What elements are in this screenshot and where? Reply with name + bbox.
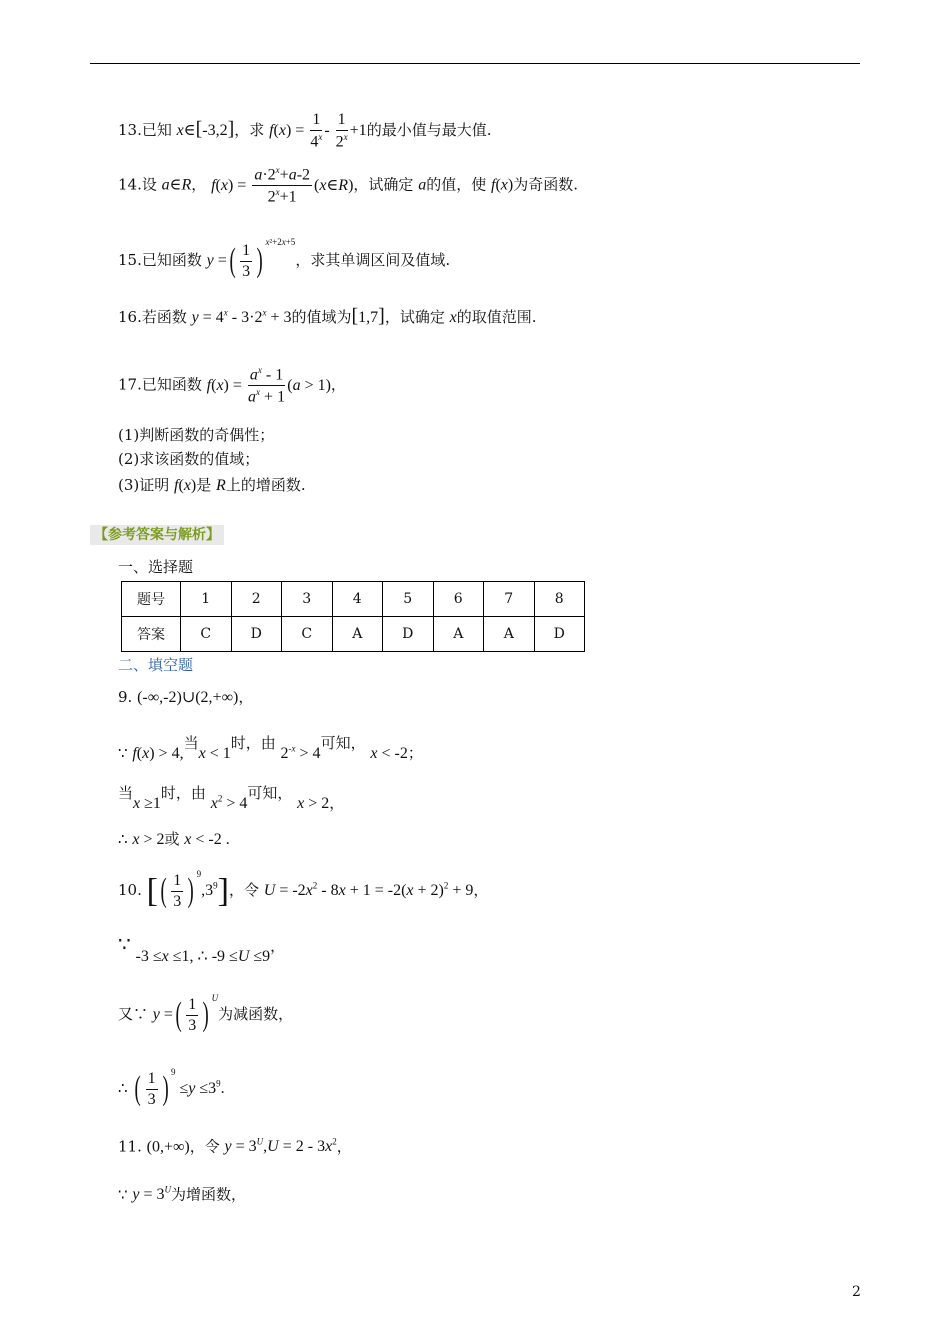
solution-11-line-2: ∵ $y = 3^U$为增函数， <box>118 1185 246 1204</box>
table-cell: A <box>484 617 535 652</box>
section-fill-title: 二、填空题 <box>118 656 194 674</box>
table-header-cell: 答案 <box>122 617 181 652</box>
formula: y =( $\frac{1}{3}$ )$^{x^2+2x+5}$ <box>206 237 296 280</box>
problem-17-part-1: (1)判断函数的奇偶性； <box>118 426 275 444</box>
table-cell: 1 <box>181 582 232 617</box>
answer-table <box>121 581 585 652</box>
answers-header: 【参考答案与解析】 <box>90 525 224 545</box>
formula: $y = 4^x - 3\cdot 2^x + 3$ <box>191 307 292 326</box>
table-cell: 7 <box>484 582 535 617</box>
solution-9: 9. (-∞,-2)∪(2,+∞)， <box>118 688 254 706</box>
formula: a∈R <box>161 176 192 194</box>
formula: f(x) = $\frac{1}{4^x}$ - $\frac{1}{2^x}$ +1 <box>269 111 367 151</box>
formula: f(x) = $\frac{a^x - 1}{a^x + 1}$ (a > 1) <box>206 365 331 406</box>
table-cell: 4 <box>332 582 383 617</box>
solution-11: 11. (0,+∞)，令 $y = 3^U,U = 2 - 3x^2$， <box>118 1137 352 1156</box>
problem-15: 15.已知函数 y =( $\frac{1}{3}$ )$^{x^2+2x+5}$，求其单调区间及值域. <box>118 237 451 280</box>
table-cell: D <box>231 617 282 652</box>
problem-17-part-2: (2)求该函数的值域； <box>118 450 260 468</box>
page-number: 2 <box>852 1284 861 1300</box>
problem-17-part-3: (3)证明 f(x)是 R上的增函数. <box>118 476 306 494</box>
table-cell: C <box>282 617 333 652</box>
solution-9-line-4: ∴ x > 2或 x < -2 . <box>118 830 230 848</box>
formula: $U = -2x^2 - 8x + 1 = -2(x + 2)^2 + 9$ <box>263 880 474 899</box>
table-cell: 6 <box>433 582 484 617</box>
table-header-cell: 题号 <box>122 582 181 617</box>
formula: f(x) = $\frac{a\cdot 2^x+a-2}{2^x+1}$ (x∈R) <box>211 165 354 206</box>
header-rule <box>90 63 860 64</box>
solution-9-line-2: ∵ f(x) > 4,当x < 1时，由 $2^{-x} > 4$可知， x < -2； <box>118 734 423 762</box>
table-cell: A <box>433 617 484 652</box>
problem-16: 16.若函数 $y = 4^x - 3\cdot 2^x + 3$的值域为[1,7]，试确定 x的取值范围. <box>118 305 537 327</box>
section-choice-title: 一、选择题 <box>118 558 194 576</box>
table-row <box>122 582 585 617</box>
formula: $y = 3^U,U = 2 - 3x^2$ <box>224 1137 337 1156</box>
solution-9-line-3: 当x ≥1时，由 $x^2 > 4$可知， x > 2， <box>118 784 345 812</box>
table-cell: 8 <box>534 582 585 617</box>
problem-14: 14.设 a∈R， f(x) = $\frac{a\cdot 2^x+a-2}{2^x+1}$ (x∈R)，试确定 a的值，使 f(x)为奇函数. <box>118 165 578 206</box>
table-cell: D <box>383 617 434 652</box>
formula: x∈[-3,2] <box>176 117 235 140</box>
problem-13: 13.已知 x∈[-3,2]，求 f(x) = $\frac{1}{4^x}$ - $\frac{1}{2^x}$ +1的最小值与最大值. <box>118 111 492 151</box>
solution-10-line-2: ∵ -3 ≤x ≤1, ∴ -9 ≤U ≤9， <box>118 932 286 965</box>
solution-10-line-3: 又∵ y =( $\frac{1}{3}$ ) $^U$为减函数， <box>118 993 294 1034</box>
formula: (-∞,-2)∪(2,+∞) <box>137 689 239 706</box>
formula: [( $\frac{1}{3}$ ) $^9,3^9$] <box>146 869 229 910</box>
table-cell: 5 <box>383 582 434 617</box>
table-cell: C <box>181 617 232 652</box>
solution-10: 10. [( $\frac{1}{3}$ ) $^9,3^9$]，令 $U = -2x^2 - 8x + 1 = -2(x + 2)^2 + 9$， <box>118 869 489 910</box>
problem-17: 17.已知函数 f(x) = $\frac{a^x - 1}{a^x + 1}$ (a > 1)， <box>118 365 346 406</box>
table-cell: 3 <box>282 582 333 617</box>
solution-10-line-4: ∴ ( $\frac{1}{3}$ ) $^9 \le y \le 3^9$. <box>118 1067 225 1108</box>
table-cell: 2 <box>231 582 282 617</box>
table-cell: D <box>534 617 585 652</box>
table-row <box>122 617 585 652</box>
table-cell: A <box>332 617 383 652</box>
